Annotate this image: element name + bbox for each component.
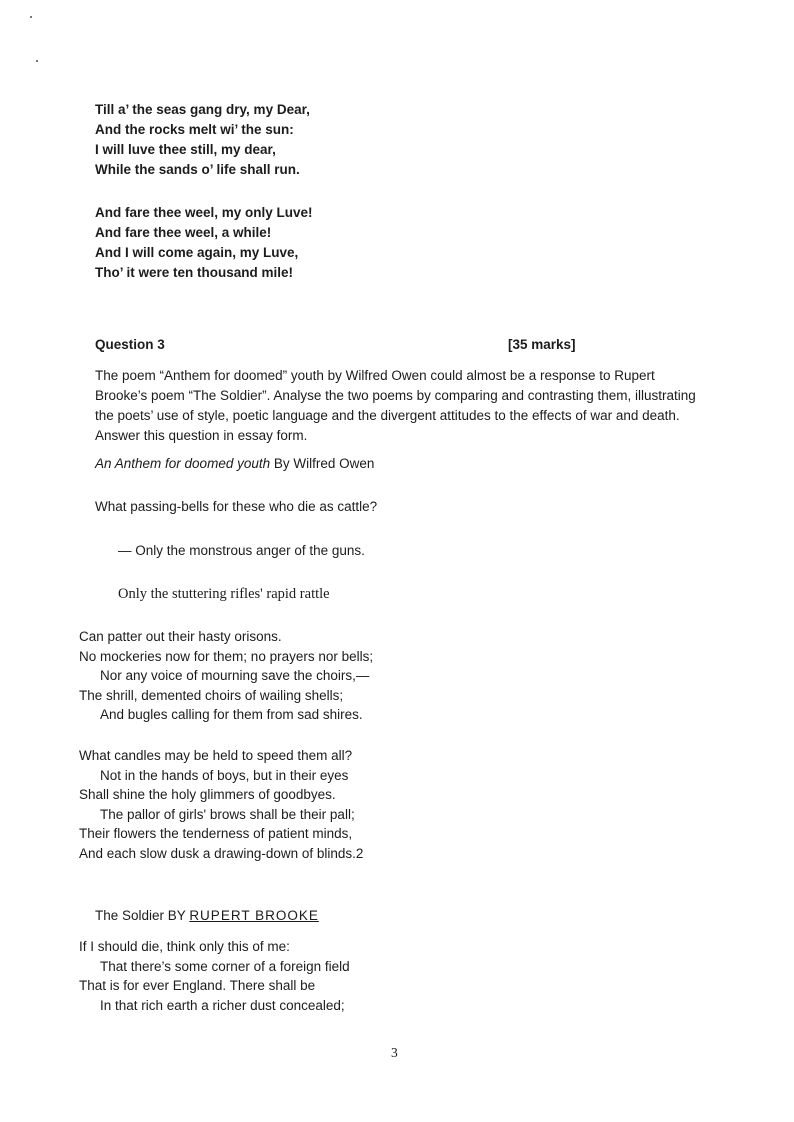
poem-line: The pallor of girls' brows shall be their pall; <box>100 806 355 822</box>
poem-line: And fare thee weel, a while! <box>95 225 272 240</box>
owen-line-1: What passing-bells for these who die as cattle? <box>95 499 378 514</box>
poem-line: If I should die, think only this of me: <box>79 939 290 954</box>
poem-line: Their flowers the tenderness of patient minds, <box>79 826 353 841</box>
poem-line: I will luve thee still, my dear, <box>95 142 276 157</box>
owen-title-italic: An Anthem for doomed youth <box>95 456 271 471</box>
owen-byline: By Wilfred Owen <box>270 456 375 471</box>
scan-speck <box>36 60 38 62</box>
burns-stanza-2 <box>95 203 313 283</box>
question-label: Question 3 <box>95 337 165 352</box>
owen-stanza-b <box>79 746 363 863</box>
scan-speck <box>30 16 32 18</box>
question-text: The poem “Anthem for doomed” youth by Wilfred Owen could almost be a response to Rupert Brooke’s poem “The Soldier”. Analyse the two poems by comparing and contrasting them, illustrating the poets’ use of style, poetic language and the divergent attitudes to the effects of war and death. Answer this question in essay form. <box>95 368 696 443</box>
poem-line: Nor any voice of mourning save the choirs,— <box>100 668 370 683</box>
poem-line: Tho’ it were ten thousand mile! <box>95 265 294 280</box>
poem-line: The shrill, demented choirs of wailing shells; <box>79 687 344 703</box>
poem-line: And the rocks melt wi’ the sun: <box>95 122 294 137</box>
question-marks: [35 marks] <box>508 337 576 352</box>
poem-line: Till a’ the seas gang dry, my Dear, <box>95 102 310 117</box>
poem-line: Can patter out their hasty orisons. <box>79 629 282 644</box>
poem-line: Not in the hands of boys, but in their eyes <box>100 767 349 783</box>
brooke-title <box>95 908 319 923</box>
poem-line: That is for ever England. There shall be <box>79 978 316 993</box>
poem-line: That there’s some corner of a foreign field <box>100 958 350 974</box>
page-number: 3 <box>391 1045 398 1060</box>
poem-line: And fare thee weel, my only Luve! <box>95 205 313 220</box>
burns-stanza-1 <box>95 100 310 180</box>
brooke-stanza <box>79 937 350 1015</box>
brooke-title-text: The Soldier BY <box>95 908 190 923</box>
poem-line: In that rich earth a richer dust concealed; <box>100 997 345 1013</box>
poem-line: While the sands o’ life shall run. <box>95 162 300 177</box>
brooke-author-link[interactable]: RUPERT BROOKE <box>189 908 319 923</box>
owen-title <box>95 456 374 471</box>
owen-line-2: — Only the monstrous anger of the guns. <box>118 543 365 558</box>
owen-line-3: Only the stuttering rifles' rapid rattle <box>118 586 330 602</box>
owen-stanza-a <box>79 627 373 725</box>
poem-line: Shall shine the holy glimmers of goodbyes. <box>79 787 336 802</box>
poem-line: And each slow dusk a drawing-down of blinds.2 <box>79 845 364 861</box>
poem-line: And I will come again, my Luve, <box>95 245 299 260</box>
poem-line: What candles may be held to speed them all? <box>79 748 353 763</box>
poem-line: And bugles calling for them from sad shires. <box>100 707 363 722</box>
poem-line: No mockeries now for them; no prayers nor bells; <box>79 648 374 664</box>
